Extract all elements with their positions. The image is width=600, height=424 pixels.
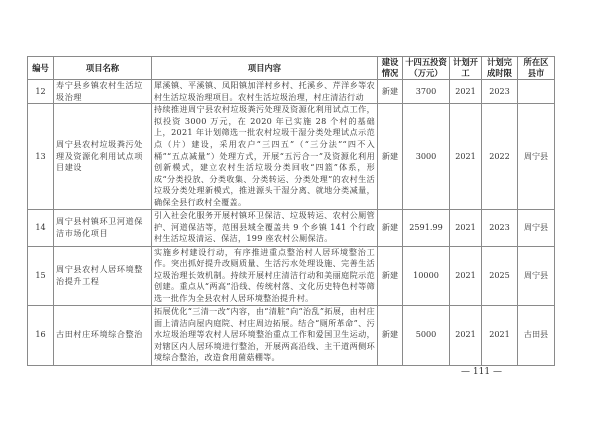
cell-investment: 3700 — [403, 80, 450, 104]
table-row — [28, 104, 555, 209]
cell-content: 实施乡村建设行动，有序推进重点整治村人居环境整治工作。突出抓好提升改厕质量、生活污水处理设施、完善生活垃圾治理长效机制。持续开展村庄清洁行动和美丽庭院示范创建。重点从“两高”沿线、传统村落、文化历史特色村等筛选一批作为全县农村人居环境整治提升村。 — [152, 246, 378, 305]
cell-no: 14 — [28, 209, 54, 246]
cell-status: 新建 — [378, 209, 403, 246]
header-finish: 计划完成时限 — [482, 57, 518, 80]
cell-name: 周宁县村镇环卫河道保洁市场化项目 — [54, 209, 152, 246]
cell-investment: 5000 — [403, 305, 450, 365]
cell-status: 新建 — [378, 104, 403, 209]
cell-finish: 2023 — [482, 209, 518, 246]
cell-investment: 10000 — [403, 246, 450, 305]
header-county: 所在区县市 — [518, 57, 555, 80]
project-table — [27, 56, 555, 366]
cell-start: 2021 — [450, 305, 482, 365]
cell-status: 新建 — [378, 246, 403, 305]
table-row — [28, 246, 555, 305]
table-row — [28, 305, 555, 365]
header-investment: 十四五投资（万元） — [403, 57, 450, 80]
page-number — [0, 367, 600, 377]
cell-name: 寿宁县乡镇农村生活垃圾治理 — [54, 80, 152, 104]
cell-investment: 3000 — [403, 104, 450, 209]
table-row — [28, 80, 555, 104]
cell-name: 周宁县农村垃圾粪污处理及资源化利用试点项目建设 — [54, 104, 152, 209]
header-start: 计划开工 — [450, 57, 482, 80]
cell-start: 2021 — [450, 246, 482, 305]
cell-county — [518, 80, 555, 104]
cell-content: 拓展优化“三清一改”内容，由“清脏”向“治乱”拓展，由村庄面上清洁向屋内庭院、村庄周边拓展。结合“厕所革命”、污水垃圾治理等农村人居环境整治重点工作和爱国卫生运动，对辖区内人居环境进行整治，开展两高沿线、主干道两侧环境综合整治，改造食用菌菇棚等。 — [152, 305, 378, 365]
cell-no: 13 — [28, 104, 54, 209]
cell-finish: 2025 — [482, 246, 518, 305]
page-number-text: — 111 — — [461, 367, 502, 377]
cell-county: 周宁县 — [518, 209, 555, 246]
cell-start: 2021 — [450, 80, 482, 104]
cell-investment: 2591.99 — [403, 209, 450, 246]
cell-status: 新建 — [378, 80, 403, 104]
cell-start: 2021 — [450, 209, 482, 246]
cell-content: 持续推进周宁县农村垃圾粪污处理及资源化利用试点工作，拟投资 3000 万元，在 2020 年已实施 28 个村的基础上，2021 年计划筛选一批农村垃圾干湿分类处理试点示范点（片）建设，采用农户“三四五”（“三分法”“四不入桶”“五点减量”）处理方式，开展“五污合一”及资源化利用创新模式，建立农村生活垃圾分类回收“四篮”体系，形成“分类投放、分类收集、分类转运、分类处理”的农村生活垃圾分类处理新模式，推进源头干湿分离、就地分类减量，确保全县行政村全覆盖。 — [152, 104, 378, 209]
cell-county: 周宁县 — [518, 104, 555, 209]
header-content: 项目内容 — [152, 57, 378, 80]
cell-no: 12 — [28, 80, 54, 104]
header-name: 项目名称 — [54, 57, 152, 80]
table-row — [28, 209, 555, 246]
cell-content: 引入社会化服务开展村镇环卫保洁、垃圾转运、农村公厕管护、河道保洁等，范围县域全覆盖共 9 个乡镇 141 个行政村生活垃圾清运、保洁，199 座农村公厕保洁。 — [152, 209, 378, 246]
table-header-row — [28, 57, 555, 80]
cell-content: 犀溪镇、平溪镇、凤阳镇加洋村乡村、托溪乡、芹洋乡等农村生活垃圾治理项目。农村生活垃圾治理，村庄清洁行动 — [152, 80, 378, 104]
cell-county: 古田县 — [518, 305, 555, 365]
cell-status: 新建 — [378, 305, 403, 365]
cell-no: 16 — [28, 305, 54, 365]
cell-finish: 2021 — [482, 305, 518, 365]
cell-name: 周宁县农村人居环境整治提升工程 — [54, 246, 152, 305]
cell-finish: 2022 — [482, 104, 518, 209]
header-status: 建设情况 — [378, 57, 403, 80]
cell-no: 15 — [28, 246, 54, 305]
cell-name: 古田村庄环境综合整治 — [54, 305, 152, 365]
cell-finish: 2023 — [482, 80, 518, 104]
cell-county: 周宁县 — [518, 246, 555, 305]
cell-start: 2021 — [450, 104, 482, 209]
header-no: 编号 — [28, 57, 54, 80]
